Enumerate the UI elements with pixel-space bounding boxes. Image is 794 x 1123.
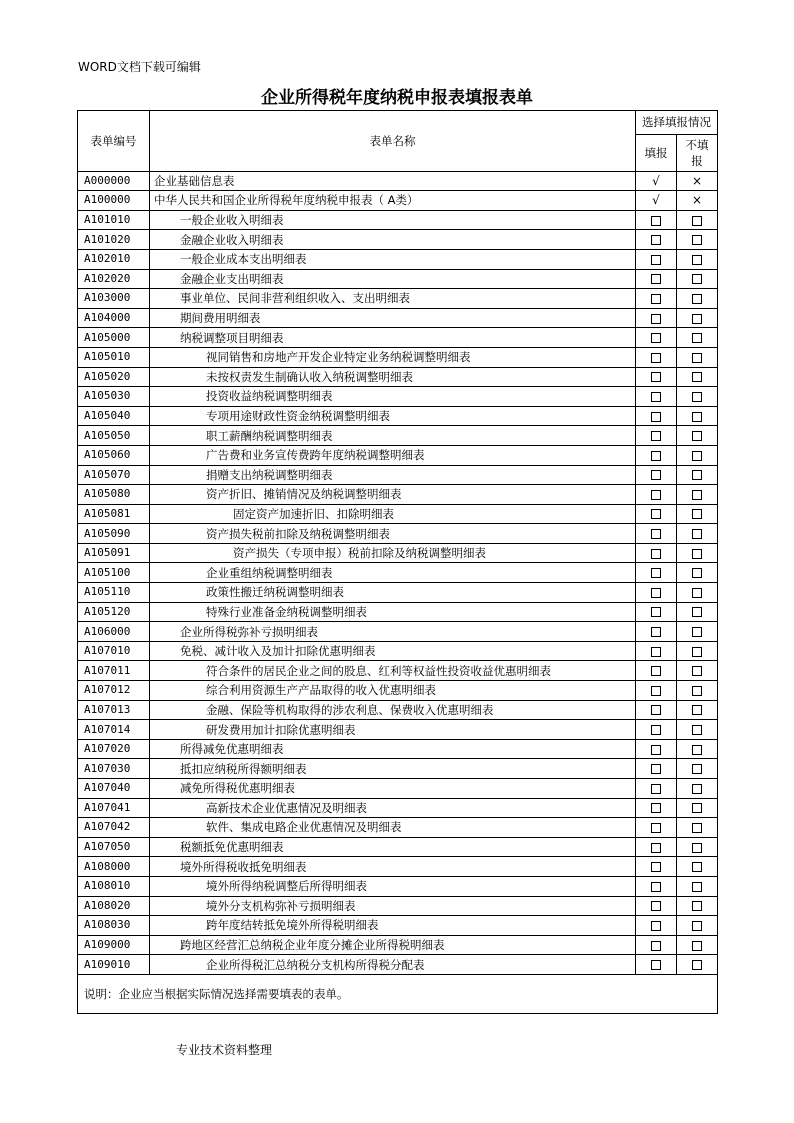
- fill-mark: √: [652, 193, 660, 208]
- nofill-cell[interactable]: [677, 857, 718, 877]
- table-row: [78, 426, 718, 446]
- fill-cell[interactable]: [636, 661, 677, 681]
- nofill-cell[interactable]: [677, 171, 718, 191]
- fill-checkbox[interactable]: [651, 412, 661, 422]
- fill-checkbox[interactable]: [651, 274, 661, 284]
- fill-checkbox[interactable]: [651, 490, 661, 500]
- form-name: 纳税调整项目明细表: [150, 328, 636, 348]
- nofill-checkbox[interactable]: [692, 764, 702, 774]
- form-code: A103000: [78, 289, 150, 309]
- nofill-cell[interactable]: [677, 485, 718, 505]
- form-name: 企业所得税弥补亏损明细表: [150, 622, 636, 642]
- form-code: A107041: [78, 798, 150, 818]
- nofill-checkbox[interactable]: [692, 843, 702, 853]
- form-name: 境外所得纳税调整后所得明细表: [150, 876, 636, 896]
- nofill-checkbox[interactable]: [692, 941, 702, 951]
- nofill-checkbox[interactable]: [692, 823, 702, 833]
- fill-cell[interactable]: [636, 798, 677, 818]
- form-code: A102010: [78, 249, 150, 269]
- nofill-cell[interactable]: [677, 700, 718, 720]
- fill-checkbox[interactable]: [651, 745, 661, 755]
- nofill-checkbox[interactable]: [692, 588, 702, 598]
- form-table: [77, 110, 718, 1014]
- fill-checkbox[interactable]: [651, 784, 661, 794]
- table-row: [78, 210, 718, 230]
- fill-checkbox[interactable]: [651, 725, 661, 735]
- nofill-cell[interactable]: [677, 602, 718, 622]
- nofill-cell[interactable]: [677, 308, 718, 328]
- table-row: [78, 955, 718, 975]
- table-row: [78, 583, 718, 603]
- nofill-cell[interactable]: [677, 230, 718, 250]
- nofill-checkbox[interactable]: [692, 392, 702, 402]
- table-row: [78, 700, 718, 720]
- fill-checkbox[interactable]: [651, 470, 661, 480]
- nofill-cell[interactable]: [677, 916, 718, 936]
- page-title: 企业所得税年度纳税申报表填报表单: [261, 88, 533, 108]
- form-code: A107042: [78, 818, 150, 838]
- nofill-cell[interactable]: [677, 524, 718, 544]
- fill-cell[interactable]: [636, 269, 677, 289]
- form-name: 专项用途财政性资金纳税调整明细表: [150, 406, 636, 426]
- nofill-checkbox[interactable]: [692, 745, 702, 755]
- nofill-cell[interactable]: [677, 328, 718, 348]
- form-name: 中华人民共和国企业所得税年度纳税申报表（ A类）: [150, 191, 636, 211]
- fill-cell[interactable]: [636, 543, 677, 563]
- fill-checkbox[interactable]: [651, 843, 661, 853]
- nofill-cell[interactable]: [677, 661, 718, 681]
- nofill-checkbox[interactable]: [692, 333, 702, 343]
- table-row: [78, 308, 718, 328]
- fill-mark: √: [652, 173, 660, 188]
- table-row: [78, 465, 718, 485]
- nofill-checkbox[interactable]: [692, 882, 702, 892]
- form-code: A105060: [78, 445, 150, 465]
- table-row: [78, 543, 718, 563]
- fill-checkbox[interactable]: [651, 353, 661, 363]
- table-row: [78, 818, 718, 838]
- nofill-cell[interactable]: [677, 896, 718, 916]
- nofill-checkbox[interactable]: [692, 470, 702, 480]
- form-code: A000000: [78, 171, 150, 191]
- form-name: 境外分支机构弥补亏损明细表: [150, 896, 636, 916]
- fill-cell[interactable]: [636, 387, 677, 407]
- form-code: A109010: [78, 955, 150, 975]
- fill-cell[interactable]: [636, 857, 677, 877]
- nofill-cell[interactable]: [677, 210, 718, 230]
- form-code: A105050: [78, 426, 150, 446]
- fill-checkbox[interactable]: [651, 921, 661, 931]
- table-row: [78, 524, 718, 544]
- form-code: A106000: [78, 622, 150, 642]
- fill-checkbox[interactable]: [651, 216, 661, 226]
- form-name: 金融企业支出明细表: [150, 269, 636, 289]
- form-name: 未按权责发生制确认收入纳税调整明细表: [150, 367, 636, 387]
- fill-cell[interactable]: [636, 583, 677, 603]
- form-name: 免税、减计收入及加计扣除优惠明细表: [150, 641, 636, 661]
- table-row: [78, 230, 718, 250]
- table-row: [78, 504, 718, 524]
- fill-checkbox[interactable]: [651, 686, 661, 696]
- nofill-cell[interactable]: [677, 681, 718, 701]
- col-header-code: 表单编号: [78, 111, 150, 172]
- fill-checkbox[interactable]: [651, 647, 661, 657]
- nofill-checkbox[interactable]: [692, 412, 702, 422]
- form-name: 金融、保险等机构取得的涉农利息、保费收入优惠明细表: [150, 700, 636, 720]
- form-code: A109000: [78, 935, 150, 955]
- form-code: A107050: [78, 837, 150, 857]
- fill-checkbox[interactable]: [651, 627, 661, 637]
- table-row: [78, 935, 718, 955]
- table-row: [78, 289, 718, 309]
- table-row: [78, 563, 718, 583]
- fill-cell[interactable]: [636, 328, 677, 348]
- form-code: A100000: [78, 191, 150, 211]
- form-code: A102020: [78, 269, 150, 289]
- fill-checkbox[interactable]: [651, 588, 661, 598]
- form-code: A105091: [78, 543, 150, 563]
- table-row: [78, 916, 718, 936]
- nofill-cell[interactable]: [677, 347, 718, 367]
- nofill-cell[interactable]: [677, 504, 718, 524]
- table-row: [78, 622, 718, 642]
- fill-checkbox[interactable]: [651, 705, 661, 715]
- nofill-checkbox[interactable]: [692, 274, 702, 284]
- fill-checkbox[interactable]: [651, 862, 661, 872]
- table-header-row: [78, 111, 718, 135]
- form-code: A105010: [78, 347, 150, 367]
- fill-cell[interactable]: [636, 230, 677, 250]
- form-code: A105120: [78, 602, 150, 622]
- table-row: [78, 171, 718, 191]
- form-code: A104000: [78, 308, 150, 328]
- nofill-checkbox[interactable]: [692, 372, 702, 382]
- fill-checkbox[interactable]: [651, 823, 661, 833]
- fill-checkbox[interactable]: [651, 333, 661, 343]
- form-code: A108000: [78, 857, 150, 877]
- fill-cell[interactable]: [636, 347, 677, 367]
- form-code: A107014: [78, 720, 150, 740]
- fill-checkbox[interactable]: [651, 529, 661, 539]
- form-name: 事业单位、民间非营利组织收入、支出明细表: [150, 289, 636, 309]
- fill-checkbox[interactable]: [651, 372, 661, 382]
- fill-checkbox[interactable]: [651, 607, 661, 617]
- nofill-cell[interactable]: [677, 935, 718, 955]
- header-note: WORD文档下载可编辑: [78, 60, 201, 74]
- form-code: A105000: [78, 328, 150, 348]
- table-row: [78, 896, 718, 916]
- table-row: [78, 681, 718, 701]
- nofill-cell[interactable]: [677, 543, 718, 563]
- fill-cell[interactable]: [636, 602, 677, 622]
- form-code: A107030: [78, 759, 150, 779]
- table-row: [78, 876, 718, 896]
- fill-cell[interactable]: [636, 876, 677, 896]
- nofill-checkbox[interactable]: [692, 549, 702, 559]
- nofill-checkbox[interactable]: [692, 647, 702, 657]
- form-name: 投资收益纳税调整明细表: [150, 387, 636, 407]
- form-code: A105070: [78, 465, 150, 485]
- table-row: [78, 759, 718, 779]
- fill-cell[interactable]: [636, 289, 677, 309]
- table-row: [78, 641, 718, 661]
- form-name: 研发费用加计扣除优惠明细表: [150, 720, 636, 740]
- table-row: [78, 445, 718, 465]
- fill-checkbox[interactable]: [651, 314, 661, 324]
- form-name: 软件、集成电路企业优惠情况及明细表: [150, 818, 636, 838]
- fill-cell[interactable]: [636, 308, 677, 328]
- col-header-fill: 填报: [636, 134, 677, 171]
- fill-cell[interactable]: [636, 641, 677, 661]
- fill-cell[interactable]: [636, 916, 677, 936]
- nofill-checkbox[interactable]: [692, 803, 702, 813]
- form-name: 一般企业成本支出明细表: [150, 249, 636, 269]
- fill-cell[interactable]: [636, 249, 677, 269]
- nofill-checkbox[interactable]: [692, 901, 702, 911]
- col-header-nofill: 不填报: [677, 134, 718, 171]
- form-name: 税额抵免优惠明细表: [150, 837, 636, 857]
- form-code: A108010: [78, 876, 150, 896]
- fill-cell[interactable]: [636, 779, 677, 799]
- form-name: 综合利用资源生产产品取得的收入优惠明细表: [150, 681, 636, 701]
- fill-cell[interactable]: [636, 563, 677, 583]
- fill-cell[interactable]: [636, 191, 677, 211]
- fill-checkbox[interactable]: [651, 549, 661, 559]
- nofill-cell[interactable]: [677, 563, 718, 583]
- fill-checkbox[interactable]: [651, 392, 661, 402]
- fill-checkbox[interactable]: [651, 666, 661, 676]
- fill-checkbox[interactable]: [651, 882, 661, 892]
- form-code: A105110: [78, 583, 150, 603]
- nofill-checkbox[interactable]: [692, 216, 702, 226]
- table-row: [78, 347, 718, 367]
- table-row: [78, 720, 718, 740]
- table-row: [78, 739, 718, 759]
- nofill-cell[interactable]: [677, 445, 718, 465]
- nofill-cell[interactable]: [677, 465, 718, 485]
- nofill-checkbox[interactable]: [692, 490, 702, 500]
- nofill-cell[interactable]: [677, 191, 718, 211]
- form-name: 跨地区经营汇总纳税企业年度分摊企业所得税明细表: [150, 935, 636, 955]
- col-header-select: 选择填报情况: [636, 111, 718, 135]
- form-name: 抵扣应纳税所得额明细表: [150, 759, 636, 779]
- form-code: A107011: [78, 661, 150, 681]
- nofill-checkbox[interactable]: [692, 314, 702, 324]
- form-name: 一般企业收入明细表: [150, 210, 636, 230]
- form-name: 金融企业收入明细表: [150, 230, 636, 250]
- nofill-cell[interactable]: [677, 779, 718, 799]
- nofill-cell[interactable]: [677, 622, 718, 642]
- table-row: [78, 367, 718, 387]
- table-row: [78, 406, 718, 426]
- nofill-cell[interactable]: [677, 759, 718, 779]
- fill-cell[interactable]: [636, 171, 677, 191]
- form-name: 符合条件的居民企业之间的股息、红利等权益性投资收益优惠明细表: [150, 661, 636, 681]
- fill-cell[interactable]: [636, 504, 677, 524]
- nofill-cell[interactable]: [677, 269, 718, 289]
- nofill-checkbox[interactable]: [692, 666, 702, 676]
- fill-cell[interactable]: [636, 426, 677, 446]
- nofill-cell[interactable]: [677, 387, 718, 407]
- fill-cell[interactable]: [636, 622, 677, 642]
- nofill-checkbox[interactable]: [692, 784, 702, 794]
- table-row: [78, 798, 718, 818]
- form-code: A105040: [78, 406, 150, 426]
- form-name: 特殊行业准备金纳税调整明细表: [150, 602, 636, 622]
- form-code: A107013: [78, 700, 150, 720]
- form-code: A105080: [78, 485, 150, 505]
- table-row: [78, 191, 718, 211]
- form-name: 资产折旧、摊销情况及纳税调整明细表: [150, 485, 636, 505]
- form-name: 职工薪酬纳税调整明细表: [150, 426, 636, 446]
- form-name: 广告费和业务宣传费跨年度纳税调整明细表: [150, 445, 636, 465]
- form-name: 视同销售和房地产开发企业特定业务纳税调整明细表: [150, 347, 636, 367]
- fill-cell[interactable]: [636, 485, 677, 505]
- form-code: A108020: [78, 896, 150, 916]
- footnote: 说明：企业应当根据实际情况选择需要填表的表单。: [78, 974, 718, 1013]
- form-code: A105030: [78, 387, 150, 407]
- fill-checkbox[interactable]: [651, 255, 661, 265]
- form-name: 期间费用明细表: [150, 308, 636, 328]
- nofill-checkbox[interactable]: [692, 235, 702, 245]
- nofill-cell[interactable]: [677, 426, 718, 446]
- form-name: 资产损失税前扣除及纳税调整明细表: [150, 524, 636, 544]
- nofill-mark: ×: [691, 173, 703, 188]
- form-name: 减免所得税优惠明细表: [150, 779, 636, 799]
- col-header-name: 表单名称: [150, 111, 636, 172]
- nofill-checkbox[interactable]: [692, 607, 702, 617]
- form-code: A107012: [78, 681, 150, 701]
- form-code: A105020: [78, 367, 150, 387]
- nofill-checkbox[interactable]: [692, 862, 702, 872]
- table-row: [78, 485, 718, 505]
- fill-cell[interactable]: [636, 935, 677, 955]
- fill-checkbox[interactable]: [651, 764, 661, 774]
- table-row: [78, 387, 718, 407]
- fill-checkbox[interactable]: [651, 901, 661, 911]
- nofill-checkbox[interactable]: [692, 705, 702, 715]
- nofill-checkbox[interactable]: [692, 725, 702, 735]
- nofill-checkbox[interactable]: [692, 509, 702, 519]
- nofill-cell[interactable]: [677, 406, 718, 426]
- fill-cell[interactable]: [636, 210, 677, 230]
- form-name: 高新技术企业优惠情况及明细表: [150, 798, 636, 818]
- nofill-cell[interactable]: [677, 249, 718, 269]
- table-row: [78, 249, 718, 269]
- nofill-checkbox[interactable]: [692, 960, 702, 970]
- fill-cell[interactable]: [636, 445, 677, 465]
- fill-checkbox[interactable]: [651, 941, 661, 951]
- fill-cell[interactable]: [636, 681, 677, 701]
- nofill-cell[interactable]: [677, 367, 718, 387]
- form-code: A105090: [78, 524, 150, 544]
- nofill-cell[interactable]: [677, 876, 718, 896]
- fill-cell[interactable]: [636, 837, 677, 857]
- form-code: A105081: [78, 504, 150, 524]
- footnote-row: [78, 974, 718, 1013]
- form-code: A107020: [78, 739, 150, 759]
- nofill-checkbox[interactable]: [692, 294, 702, 304]
- nofill-cell[interactable]: [677, 955, 718, 975]
- form-name: 境外所得税收抵免明细表: [150, 857, 636, 877]
- table-row: [78, 779, 718, 799]
- nofill-cell[interactable]: [677, 739, 718, 759]
- form-code: A108030: [78, 916, 150, 936]
- table-row: [78, 837, 718, 857]
- fill-cell[interactable]: [636, 465, 677, 485]
- table-row: [78, 328, 718, 348]
- nofill-checkbox[interactable]: [692, 627, 702, 637]
- table-row: [78, 661, 718, 681]
- fill-checkbox[interactable]: [651, 235, 661, 245]
- nofill-checkbox[interactable]: [692, 431, 702, 441]
- fill-cell[interactable]: [636, 367, 677, 387]
- nofill-checkbox[interactable]: [692, 451, 702, 461]
- nofill-cell[interactable]: [677, 818, 718, 838]
- nofill-checkbox[interactable]: [692, 353, 702, 363]
- form-code: A107040: [78, 779, 150, 799]
- form-name: 企业所得税汇总纳税分支机构所得税分配表: [150, 955, 636, 975]
- nofill-cell[interactable]: [677, 837, 718, 857]
- fill-cell[interactable]: [636, 896, 677, 916]
- table-row: [78, 269, 718, 289]
- fill-checkbox[interactable]: [651, 509, 661, 519]
- fill-checkbox[interactable]: [651, 294, 661, 304]
- form-name: 跨年度结转抵免境外所得税明细表: [150, 916, 636, 936]
- form-code: A107010: [78, 641, 150, 661]
- nofill-checkbox[interactable]: [692, 921, 702, 931]
- form-name: 所得减免优惠明细表: [150, 739, 636, 759]
- nofill-cell[interactable]: [677, 289, 718, 309]
- form-name: 捐赠支出纳税调整明细表: [150, 465, 636, 485]
- fill-checkbox[interactable]: [651, 431, 661, 441]
- nofill-checkbox[interactable]: [692, 568, 702, 578]
- fill-cell[interactable]: [636, 759, 677, 779]
- fill-checkbox[interactable]: [651, 803, 661, 813]
- page-footer: 专业技术资料整理: [176, 1043, 273, 1057]
- nofill-cell[interactable]: [677, 641, 718, 661]
- table-row: [78, 602, 718, 622]
- form-code: A101020: [78, 230, 150, 250]
- fill-cell[interactable]: [636, 818, 677, 838]
- form-name: 资产损失（专项申报）税前扣除及纳税调整明细表: [150, 543, 636, 563]
- fill-cell[interactable]: [636, 739, 677, 759]
- nofill-checkbox[interactable]: [692, 529, 702, 539]
- form-code: A101010: [78, 210, 150, 230]
- fill-cell[interactable]: [636, 700, 677, 720]
- form-name: 企业重组纳税调整明细表: [150, 563, 636, 583]
- fill-checkbox[interactable]: [651, 451, 661, 461]
- table-row: [78, 857, 718, 877]
- fill-cell[interactable]: [636, 406, 677, 426]
- fill-cell[interactable]: [636, 955, 677, 975]
- form-name: 企业基础信息表: [150, 171, 636, 191]
- nofill-cell[interactable]: [677, 720, 718, 740]
- fill-cell[interactable]: [636, 720, 677, 740]
- form-name: 固定资产加速折旧、扣除明细表: [150, 504, 636, 524]
- form-name: 政策性搬迁纳税调整明细表: [150, 583, 636, 603]
- fill-checkbox[interactable]: [651, 960, 661, 970]
- nofill-checkbox[interactable]: [692, 686, 702, 696]
- fill-cell[interactable]: [636, 524, 677, 544]
- nofill-cell[interactable]: [677, 583, 718, 603]
- nofill-checkbox[interactable]: [692, 255, 702, 265]
- fill-checkbox[interactable]: [651, 568, 661, 578]
- nofill-mark: ×: [691, 193, 703, 208]
- form-code: A105100: [78, 563, 150, 583]
- nofill-cell[interactable]: [677, 798, 718, 818]
